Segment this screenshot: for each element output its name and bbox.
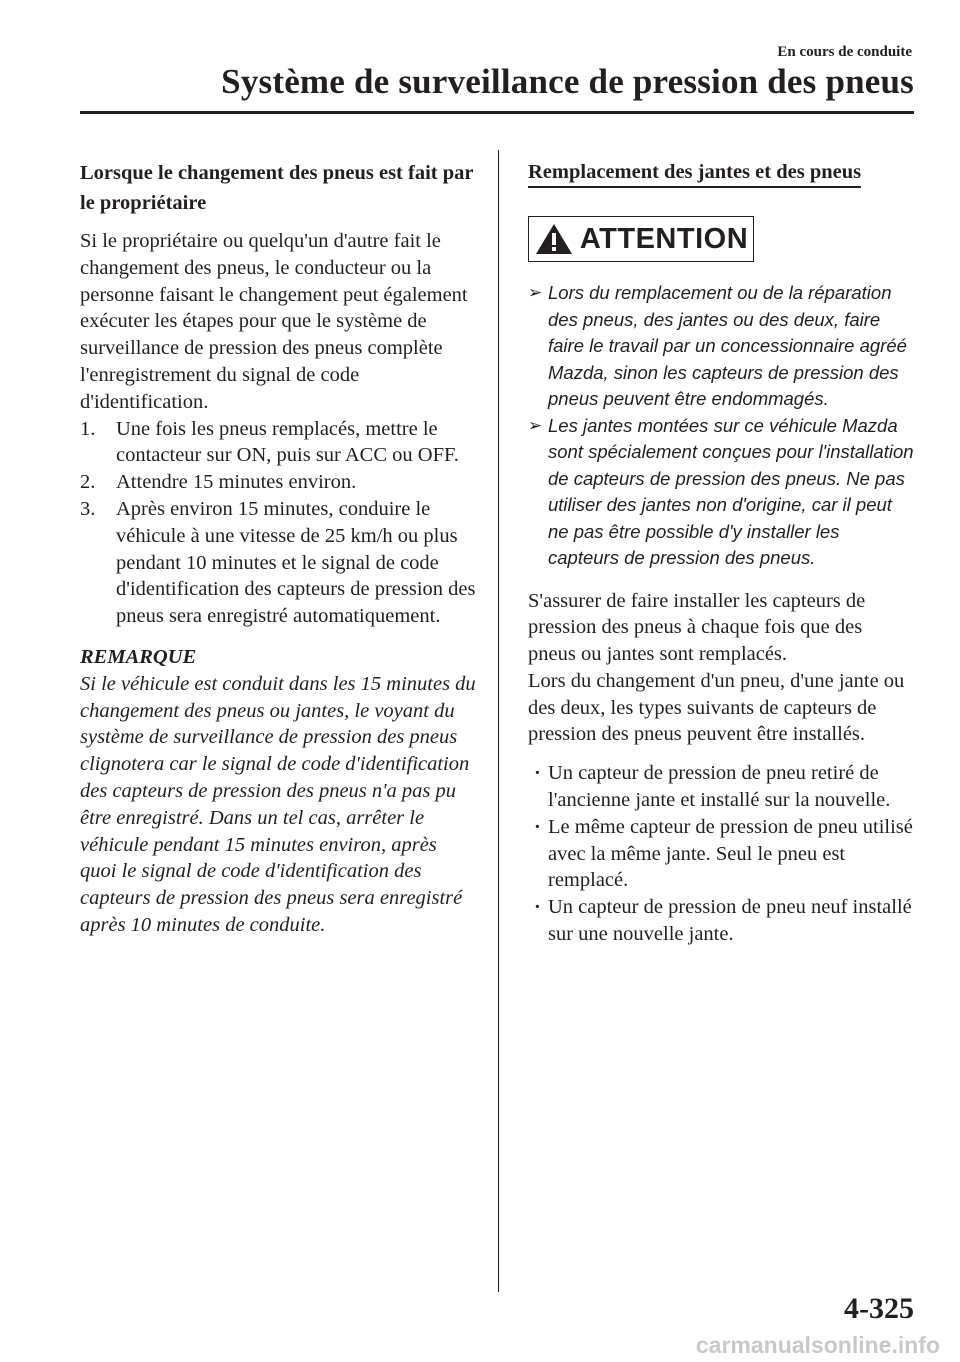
list-item xyxy=(528,894,914,948)
caution-item xyxy=(528,280,914,413)
list-item xyxy=(528,814,914,894)
caution-item xyxy=(528,413,914,572)
attention-box xyxy=(528,216,754,262)
subheading: Lorsque le changement des pneus est fait par le propriétaire xyxy=(80,162,474,214)
remark-text: Si le véhicule est conduit dans les 15 minutes du changement des pneus ou jantes, le voyant du système de surveillance de pression des pneus clignotera car le signal de code d'identification des capteurs de pression des pneus n'a pas pu être enregistré. Dans un tel cas, arrêter le véhicule pendant 15 minutes environ, après quoi le signal de code d'identification des capteurs de pression des pneus sera enregistré après 10 minutes de conduite. xyxy=(80,672,476,936)
right-column xyxy=(528,158,914,948)
step-item xyxy=(80,469,478,496)
step-text: Une fois les pneus remplacés, mettre le contacteur sur ON, puis sur ACC ou OFF. xyxy=(116,417,459,467)
intro-paragraph: Si le propriétaire ou quelqu'un d'autre fait le changement des pneus, le conducteur ou la personne faisant le changement peut également exécuter les étapes pour que le système de surveillance de pression des pneus complète l'enregistrement du signal de code d'identification. xyxy=(80,230,468,413)
arrowhead-icon: ➢ xyxy=(528,415,543,435)
column-divider xyxy=(498,150,499,1292)
step-item xyxy=(80,416,478,470)
remark-title: REMARQUE xyxy=(80,645,197,668)
warning-triangle-icon xyxy=(534,222,574,256)
page-number: 4-325 xyxy=(844,1292,914,1325)
section-name: En cours de conduite xyxy=(777,44,912,60)
bullet-dot-icon: · xyxy=(534,815,541,838)
page-title: Système de surveillance de pression des pneus xyxy=(221,62,914,101)
caution-text: Les jantes montées sur ce véhicule Mazda sont spécialement conçues pour l'installation de capteurs de pression des pneus. Ne pas utiliser des jantes non d'origine, car il peut ne pas être possible d'y installer les capteurs de pression des pneus. xyxy=(548,414,914,568)
arrowhead-icon: ➢ xyxy=(528,283,543,302)
caution-text: Lors du remplacement ou de la réparation des pneus, des jantes ou des deux, faire faire le travail par un concessionnaire agréé Mazda, sinon les capteurs de pression des pneus peuvent être endommagés. xyxy=(548,282,907,409)
list-item xyxy=(528,760,914,814)
step-text: Attendre 15 minutes environ. xyxy=(116,471,357,494)
watermark: carmanualsonline.info xyxy=(695,1332,940,1358)
caution-list xyxy=(528,280,914,572)
list-item-text: Un capteur de pression de pneu retiré de l'ancienne jante et installé sur la nouvelle. xyxy=(548,762,891,812)
step-text: Après environ 15 minutes, conduire le véhicule à une vitesse de 25 km/h ou plus pendant 10 minutes et le signal de code d'identification des capteurs de pression des pneus sera enregistré automatiquement. xyxy=(116,497,476,628)
step-item xyxy=(80,496,478,630)
paragraph: S'assurer de faire installer les capteurs de pression des pneus à chaque fois que des pneus ou jantes sont remplacés. xyxy=(528,589,866,666)
step-number: 1. xyxy=(80,417,96,440)
bullet-list xyxy=(528,760,914,948)
attention-label: ATTENTION xyxy=(579,222,749,255)
list-item-text: Le même capteur de pression de pneu utilisé avec la même jante. Seul le pneu est remplacé. xyxy=(548,815,913,892)
section-heading: Remplacement des jantes et des pneus xyxy=(528,158,861,188)
left-column xyxy=(80,158,478,939)
header-rule xyxy=(80,111,914,114)
step-number: 3. xyxy=(80,497,96,520)
bullet-dot-icon: · xyxy=(534,896,541,919)
steps-list xyxy=(80,416,478,630)
list-item-text: Un capteur de pression de pneu neuf installé sur une nouvelle jante. xyxy=(548,896,912,946)
paragraph: Lors du changement d'un pneu, d'une jante ou des deux, les types suivants de capteurs de pression des pneus peuvent être installés. xyxy=(528,669,905,746)
step-number: 2. xyxy=(80,471,96,494)
bullet-dot-icon: · xyxy=(534,762,541,785)
